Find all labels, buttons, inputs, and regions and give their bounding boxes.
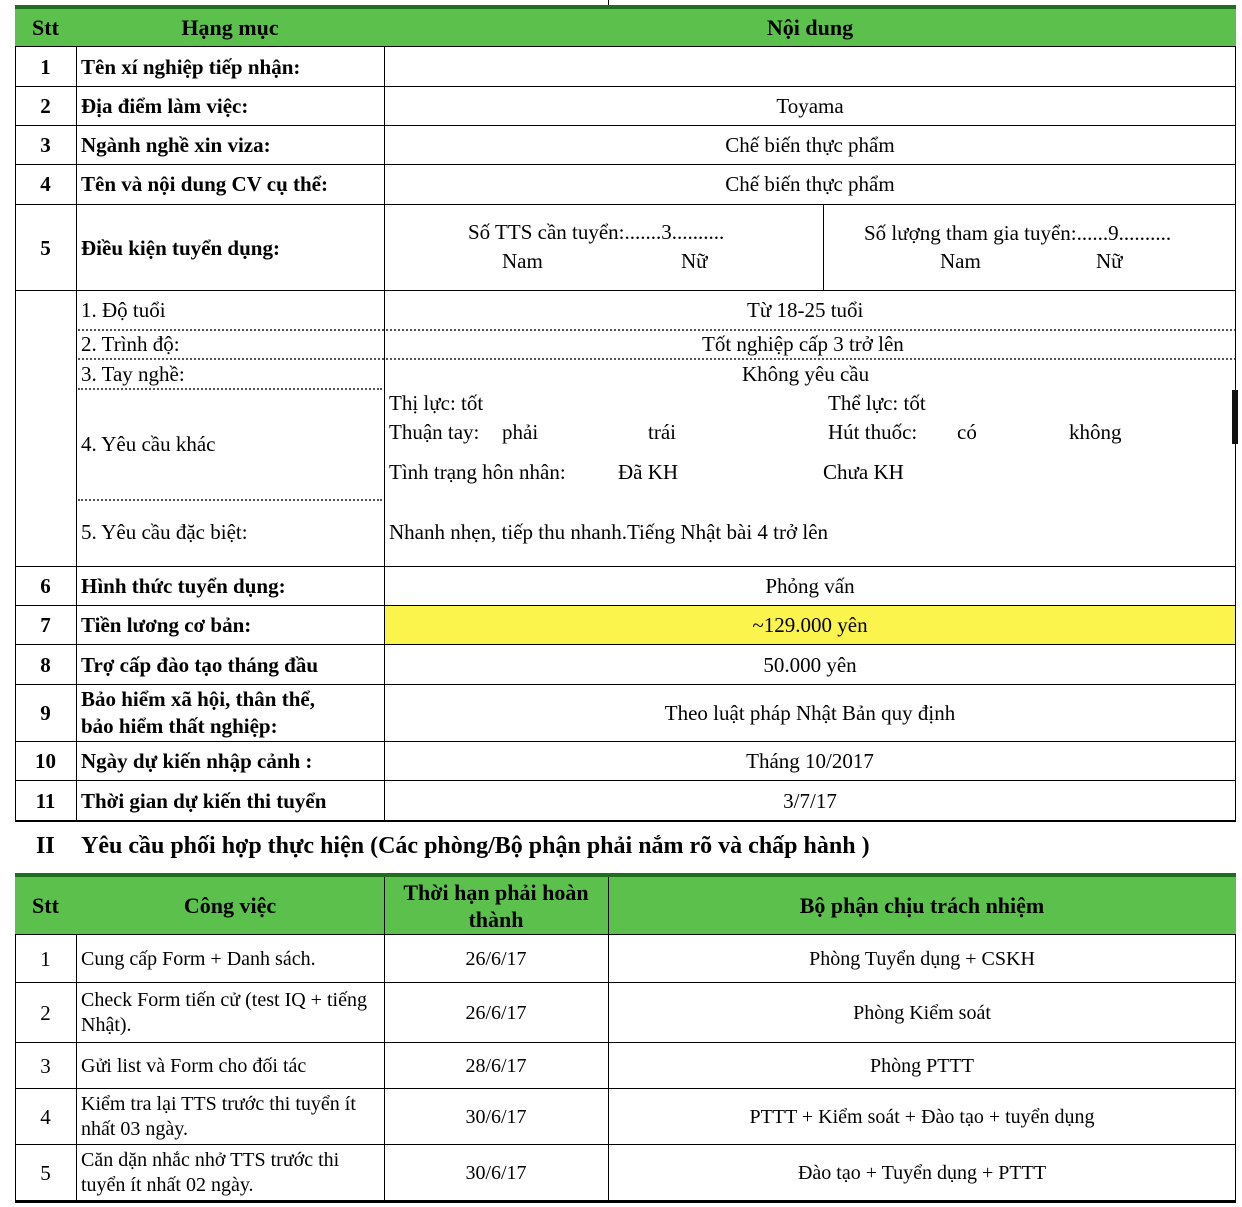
row-7-no: 7 (40, 612, 51, 637)
table2-header-stt: Stt (15, 877, 76, 934)
participants-female-label: Nữ (1096, 249, 1123, 273)
handed-right: phải (502, 420, 539, 444)
smoking-no: không (1069, 420, 1122, 444)
tts-needed: Số TTS cần tuyển:.......3.......... (468, 220, 725, 244)
table1-header-stt: Stt (15, 9, 76, 46)
task-row-2-dept: Phòng Kiểm soát (853, 1001, 991, 1024)
task-row-4-no: 4 (40, 1104, 51, 1129)
age-value: Từ 18-25 tuổi (747, 298, 864, 322)
handed-label: Thuận tay: (389, 420, 480, 444)
task-row-1-no: 1 (40, 946, 51, 971)
row-10-value: Tháng 10/2017 (746, 748, 874, 773)
task-row-1-deadline: 26/6/17 (465, 947, 527, 970)
participants: Số lượng tham gia tuyển:......9.......... (864, 221, 1172, 245)
task-row-3-deadline: 28/6/17 (465, 1054, 527, 1077)
row-1-label: Tên xí nghiệp tiếp nhận: (81, 54, 301, 79)
row-11-no: 11 (35, 788, 56, 813)
row-3-value: Chế biến thực phẩm (725, 132, 895, 157)
row-8-value: 50.000 yên (763, 652, 857, 677)
row-4-no: 4 (40, 172, 51, 196)
table2-header-deadline: Thời hạn phải hoàn thành (384, 877, 608, 934)
row-2-no: 2 (40, 93, 51, 118)
age-label: 1. Độ tuổi (81, 298, 166, 322)
smoking-yes: có (957, 420, 977, 444)
participants-male-label: Nam (940, 249, 981, 273)
task-row-3-task: Gửi list và Form cho đối tác (81, 1054, 307, 1077)
table2-header-task: Công việc (76, 877, 384, 934)
table2-header-dept: Bộ phận chịu trách nhiệm (608, 877, 1236, 934)
smoking-label: Hút thuốc: (828, 420, 918, 444)
task-row-2-deadline: 26/6/17 (465, 1001, 527, 1024)
row-9-label: Bảo hiểm xã hội, thân thể, (81, 687, 315, 711)
row-5-label: Điều kiện tuyển dụng: (81, 235, 280, 260)
task-row-3-dept: Phòng PTTT (870, 1054, 974, 1077)
task-row-3-no: 3 (40, 1053, 51, 1078)
row-1-value (384, 47, 1236, 86)
handed-left: trái (648, 420, 676, 444)
special-label: 5. Yêu cầu đặc biệt: (81, 520, 248, 544)
row-11-value: 3/7/17 (783, 788, 837, 813)
eyesight: Thị lực: tốt (389, 391, 484, 415)
row-10-label: Ngày dự kiến nhập cảnh : (81, 748, 313, 773)
task-row-2-no: 2 (40, 1000, 51, 1025)
row-7-label: Tiền lương cơ bản: (81, 612, 252, 637)
task-row-5-dept: Đào tạo + Tuyển dụng + PTTT (797, 1161, 1047, 1184)
task-row-1-task: Cung cấp Form + Danh sách. (81, 947, 316, 970)
row-4-label: Tên và nội dung CV cụ thể: (81, 172, 328, 196)
edu-label: 2. Trình độ: (81, 332, 180, 356)
table1-header-item: Hạng mục (76, 9, 384, 46)
task-row-5-no: 5 (40, 1160, 51, 1185)
row-9-label-line2: bảo hiểm thất nghiệp: (81, 714, 278, 738)
row-2-label: Địa điểm làm việc: (81, 93, 249, 118)
row-9-value: Theo luật pháp Nhật Bản quy định (664, 700, 956, 725)
row-3-no: 3 (40, 132, 51, 157)
other-label: 4. Yêu cầu khác (81, 432, 216, 456)
row-4-value: Chế biến thực phẩm (725, 172, 895, 196)
task-row-1-dept: Phòng Tuyển dụng + CSKH (809, 947, 1035, 970)
section2-title: Yêu cầu phối hợp thực hiện (Các phòng/Bộ phận phải nắm rõ và chấp hành ) (81, 833, 870, 859)
table1-header-content: Nội dung (384, 9, 1236, 46)
row-6-label: Hình thức tuyển dụng: (81, 573, 286, 598)
tts-male-label: Nam (502, 249, 543, 273)
skill-value: Không yêu cầu (742, 362, 870, 386)
row-2-value: Toyama (776, 93, 844, 118)
task-row-4-deadline: 30/6/17 (465, 1105, 527, 1128)
task-row-4-dept: PTTT + Kiểm soát + Đào tạo + tuyển dụng (749, 1105, 1095, 1128)
edu-value: Tốt nghiệp cấp 3 trở lên (702, 332, 904, 356)
task-row-2-task: Check Form tiến cử (test IQ + tiếng Nhật). (81, 988, 367, 1036)
task-row-5-deadline: 30/6/17 (465, 1161, 527, 1184)
scrollbar-thumb[interactable] (1232, 390, 1238, 444)
special-value: Nhanh nhẹn, tiếp thu nhanh.Tiếng Nhật bài 4 trở lên (389, 520, 829, 544)
row-9-no: 9 (40, 700, 51, 725)
marital-married: Đã KH (618, 460, 679, 484)
row-8-no: 8 (40, 652, 51, 677)
task-row-4-task: Kiểm tra lại TTS trước thi tuyển ít nhất 03 ngày. (81, 1092, 356, 1140)
row-6-value: Phỏng vấn (765, 573, 855, 598)
row-10-no: 10 (35, 748, 56, 773)
row-11-label: Thời gian dự kiến thi tuyển (81, 788, 327, 813)
marital-label: Tình trạng hôn nhân: (389, 460, 566, 484)
marital-single: Chưa KH (823, 460, 904, 484)
task-row-5-task: Căn dặn nhắc nhở TTS trước thi tuyển ít nhất 02 ngày. (81, 1148, 340, 1196)
skill-label: 3. Tay nghề: (81, 362, 185, 386)
row-3-label: Ngành nghề xin viza: (81, 132, 271, 157)
tts-female-label: Nữ (681, 249, 708, 273)
row-6-no: 6 (40, 573, 51, 598)
fitness: Thể lực: tốt (828, 391, 926, 415)
row-8-label: Trợ cấp đào tạo tháng đầu (81, 652, 319, 677)
row-5-no: 5 (40, 235, 51, 260)
section2-roman: II (36, 833, 55, 859)
row-7-value: ~129.000 yên (752, 612, 868, 637)
row-1-no: 1 (40, 54, 51, 79)
